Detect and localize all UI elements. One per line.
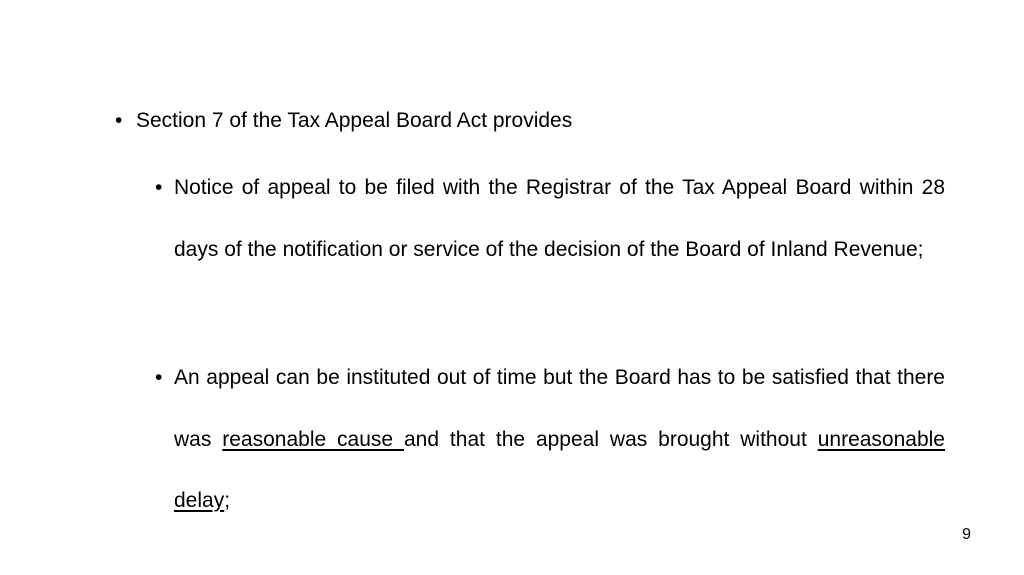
sub-bullet-out-of-time-text [174,347,945,532]
text-segment: and that the appeal was brought without [404,427,818,451]
bullet-dot: • [155,366,163,389]
bullet-dot: • [155,176,163,199]
page-number: 9 [962,526,971,543]
underlined-reasonable-cause: reasonable cause [222,427,404,451]
text-segment: ; [224,489,231,512]
main-bullet-text: Section 7 of the Tax Appeal Board Act provides [136,109,573,132]
bullet-dot: • [115,109,123,132]
underlined-unreasonable-delay: unreasonable delay [174,427,945,512]
sub-bullet-notice-text: Notice of appeal to be filed with the Registrar of the Tax Appeal Board within 28 days of the notification or service of the decision of the Board of Inland Revenue; [174,176,945,261]
text-segment: An appeal can be instituted out of time but the Board has to be satisfied that there was [174,366,945,451]
